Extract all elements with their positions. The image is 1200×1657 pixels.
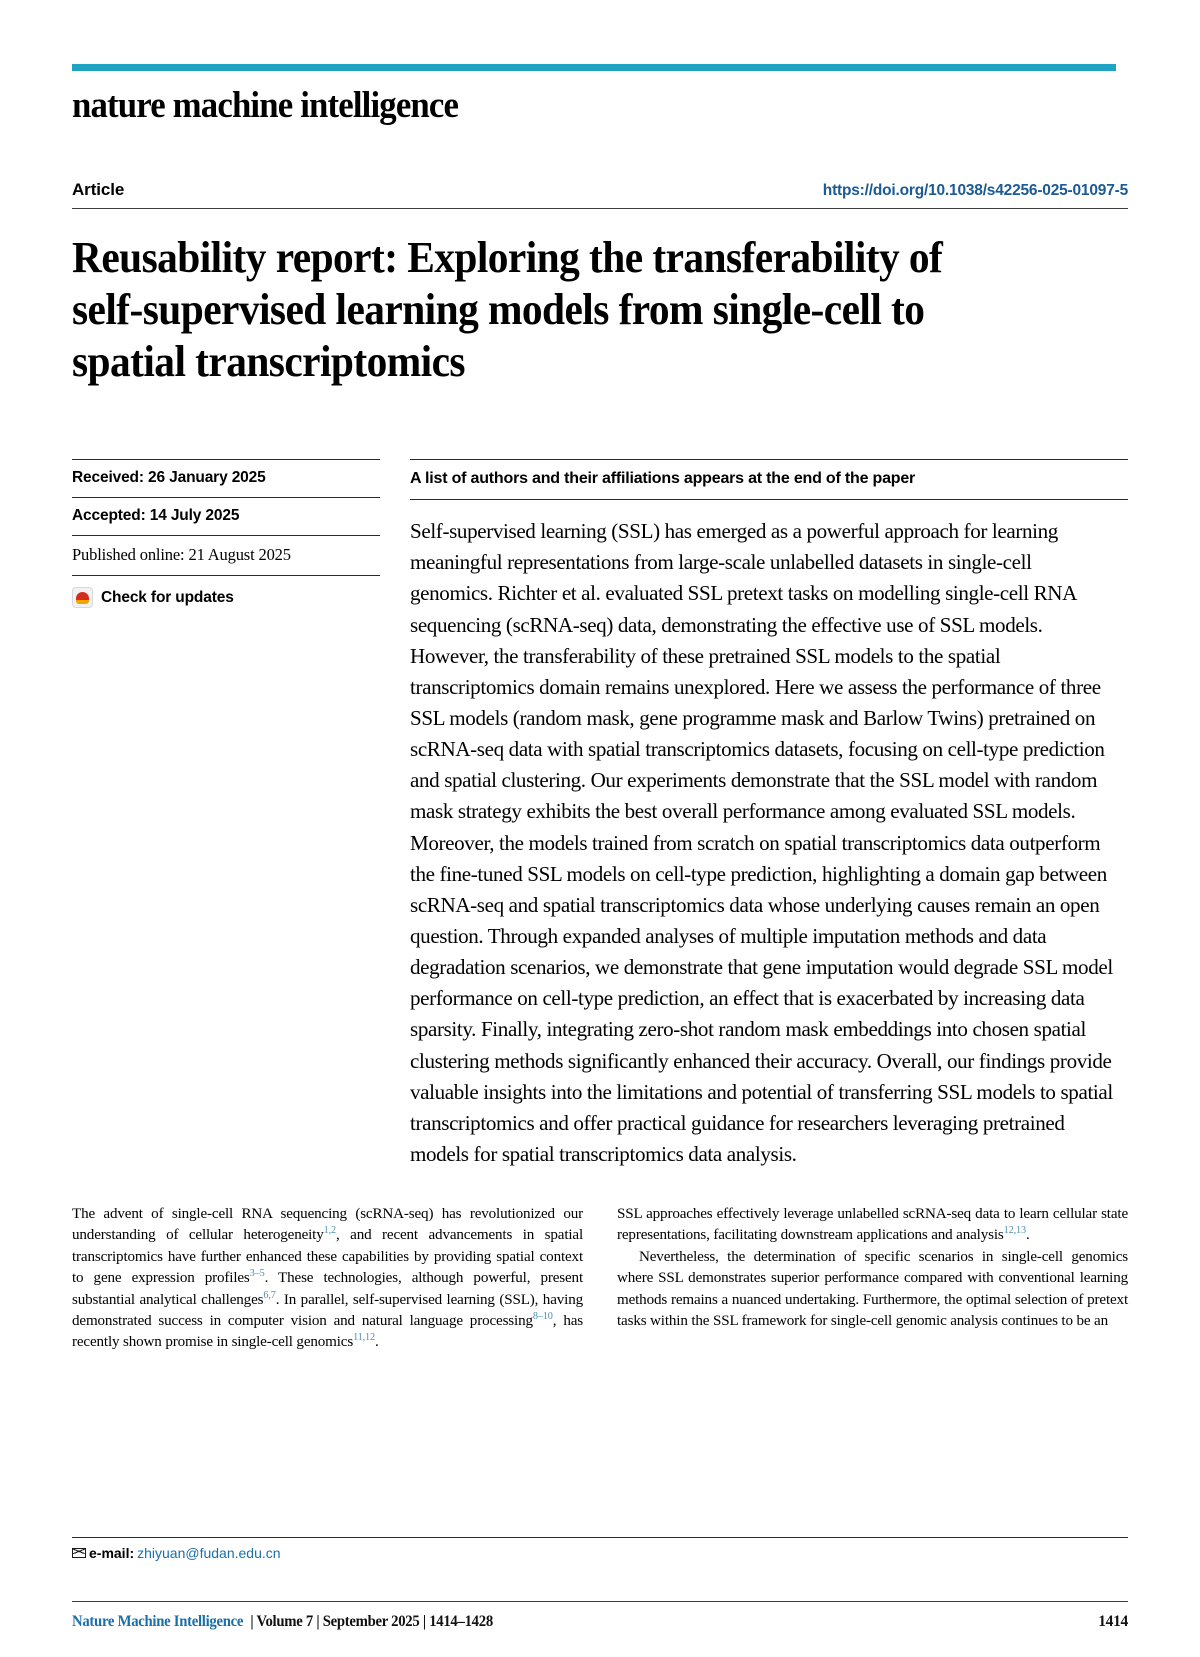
journal-masthead-title: nature machine intelligence bbox=[72, 85, 459, 126]
abstract-text: Self-supervised learning (SSL) has emerged as a powerful approach for learning meaningful representations from large-scale unlabelled datasets in single-cell genomics. Richter et al. evaluated SSL pretext tasks on modelling single-cell RNA sequencing (scRNA-seq) data, demonstrating the effective use of SSL models. However, the transferability of these pretrained SSL models to the spatial transcriptomics domain remains unexplored. Here we assess the performance of three SSL models (random mask, gene programme mask and Barlow Twins) pretrained on scRNA-seq data with spatial transcriptomics datasets, focusing on cell-type prediction and spatial clustering. Our experiments demonstrate that the SSL model with random mask strategy exhibits the best overall performance among evaluated SSL models. Moreover, the models trained from scratch on spatial transcriptomics data outperform the fine-tuned SSL models on cell-type prediction, highlighting a domain gap between scRNA-seq and spatial transcriptomics data whose underlying causes remain an open question. Through expanded analyses of multiple imputation methods and data degradation scenarios, we demonstrate that gene imputation would degrade SSL model performance on cell-type prediction, an effect that is exacerbated by increasing data sparsity. Finally, integrating zero-shot random mask embeddings into chosen spatial clustering methods significantly enhanced their accuracy. Overall, our findings provide valuable insights into the limitations and potential of transferring SSL models to spatial transcriptomics and offer practical guidance for researchers leveraging pretrained models for spatial transcriptomics data analysis. bbox=[410, 519, 1113, 1166]
body-column-right: SSL approaches effectively leverage unlabelled scRNA-seq data to learn cellular state representations, facilitating downstream applications and analysis$^{12,13}$. Nevertheless, the determination of specific scenarios in single-cell genomics where SSL demonstrates superior performance compared with conventional learning methods remains a nuanced undertaking. Furthermore, the optimal selection of pretext tasks within the SSL framework for single-cell genomic analysis continues to be an bbox=[617, 1206, 1128, 1329]
journal-citation bbox=[72, 1613, 493, 1631]
authors-affiliations-note: A list of authors and their affiliations appears at the end of the paper bbox=[410, 459, 1128, 500]
received-date: Received: 26 January 2025 bbox=[72, 459, 380, 497]
journal-footer bbox=[72, 1601, 1128, 1631]
journal-volume-info: | Volume 7 | September 2025 | 1414–1428 bbox=[250, 1613, 493, 1630]
doi-link[interactable]: https://doi.org/10.1038/s42256-025-01097-5 bbox=[822, 182, 1128, 199]
body-columns bbox=[72, 1204, 1128, 1353]
article-header-row bbox=[72, 180, 1128, 209]
brand-accent-bar bbox=[72, 64, 1116, 71]
crossmark-icon bbox=[72, 587, 93, 608]
check-for-updates-label: Check for updates bbox=[101, 588, 234, 606]
corresponding-email-block bbox=[72, 1537, 1128, 1561]
page-number: 1414 bbox=[1098, 1613, 1128, 1630]
article-page bbox=[0, 64, 1200, 1657]
email-address-link[interactable]: zhiyuan@fudan.edu.cn bbox=[137, 1545, 281, 1561]
email-label: e-mail: bbox=[89, 1545, 135, 1561]
check-for-updates-button[interactable] bbox=[72, 575, 380, 618]
abstract-column bbox=[402, 459, 1128, 1170]
publication-metadata-column bbox=[72, 459, 402, 1170]
page-title: Reusability report: Exploring the transferability of self-supervised learning models from single-cell to spatial transcriptomics bbox=[72, 232, 943, 387]
metadata-abstract-section bbox=[72, 459, 1128, 1170]
body-column-left bbox=[72, 1204, 583, 1353]
intro-paragraph-left: The advent of single-cell RNA sequencing (scRNA-seq) has revolutionized our understanding of cellular heterogeneity$^{1,2}$, and recent advancements in spatial transcriptomics have further enhanced these capabilities by providing spatial context to gene expression profiles$^{3-5}$. These technologies, although powerful, present substantial analytical challenges$^{6,7}$. In parallel, self-supervised learning (SSL), having demonstrated success in computer vision and natural language processing$^{8-10}$, has recently shown promise in single-cell genomics$^{11,12}$. bbox=[72, 1206, 584, 1351]
journal-name-link[interactable]: Nature Machine Intelligence bbox=[72, 1613, 244, 1630]
article-type-label: Article bbox=[72, 180, 125, 199]
published-online-date: Published online: 21 August 2025 bbox=[72, 535, 380, 575]
envelope-icon bbox=[72, 1548, 86, 1558]
accepted-date: Accepted: 14 July 2025 bbox=[72, 497, 380, 535]
